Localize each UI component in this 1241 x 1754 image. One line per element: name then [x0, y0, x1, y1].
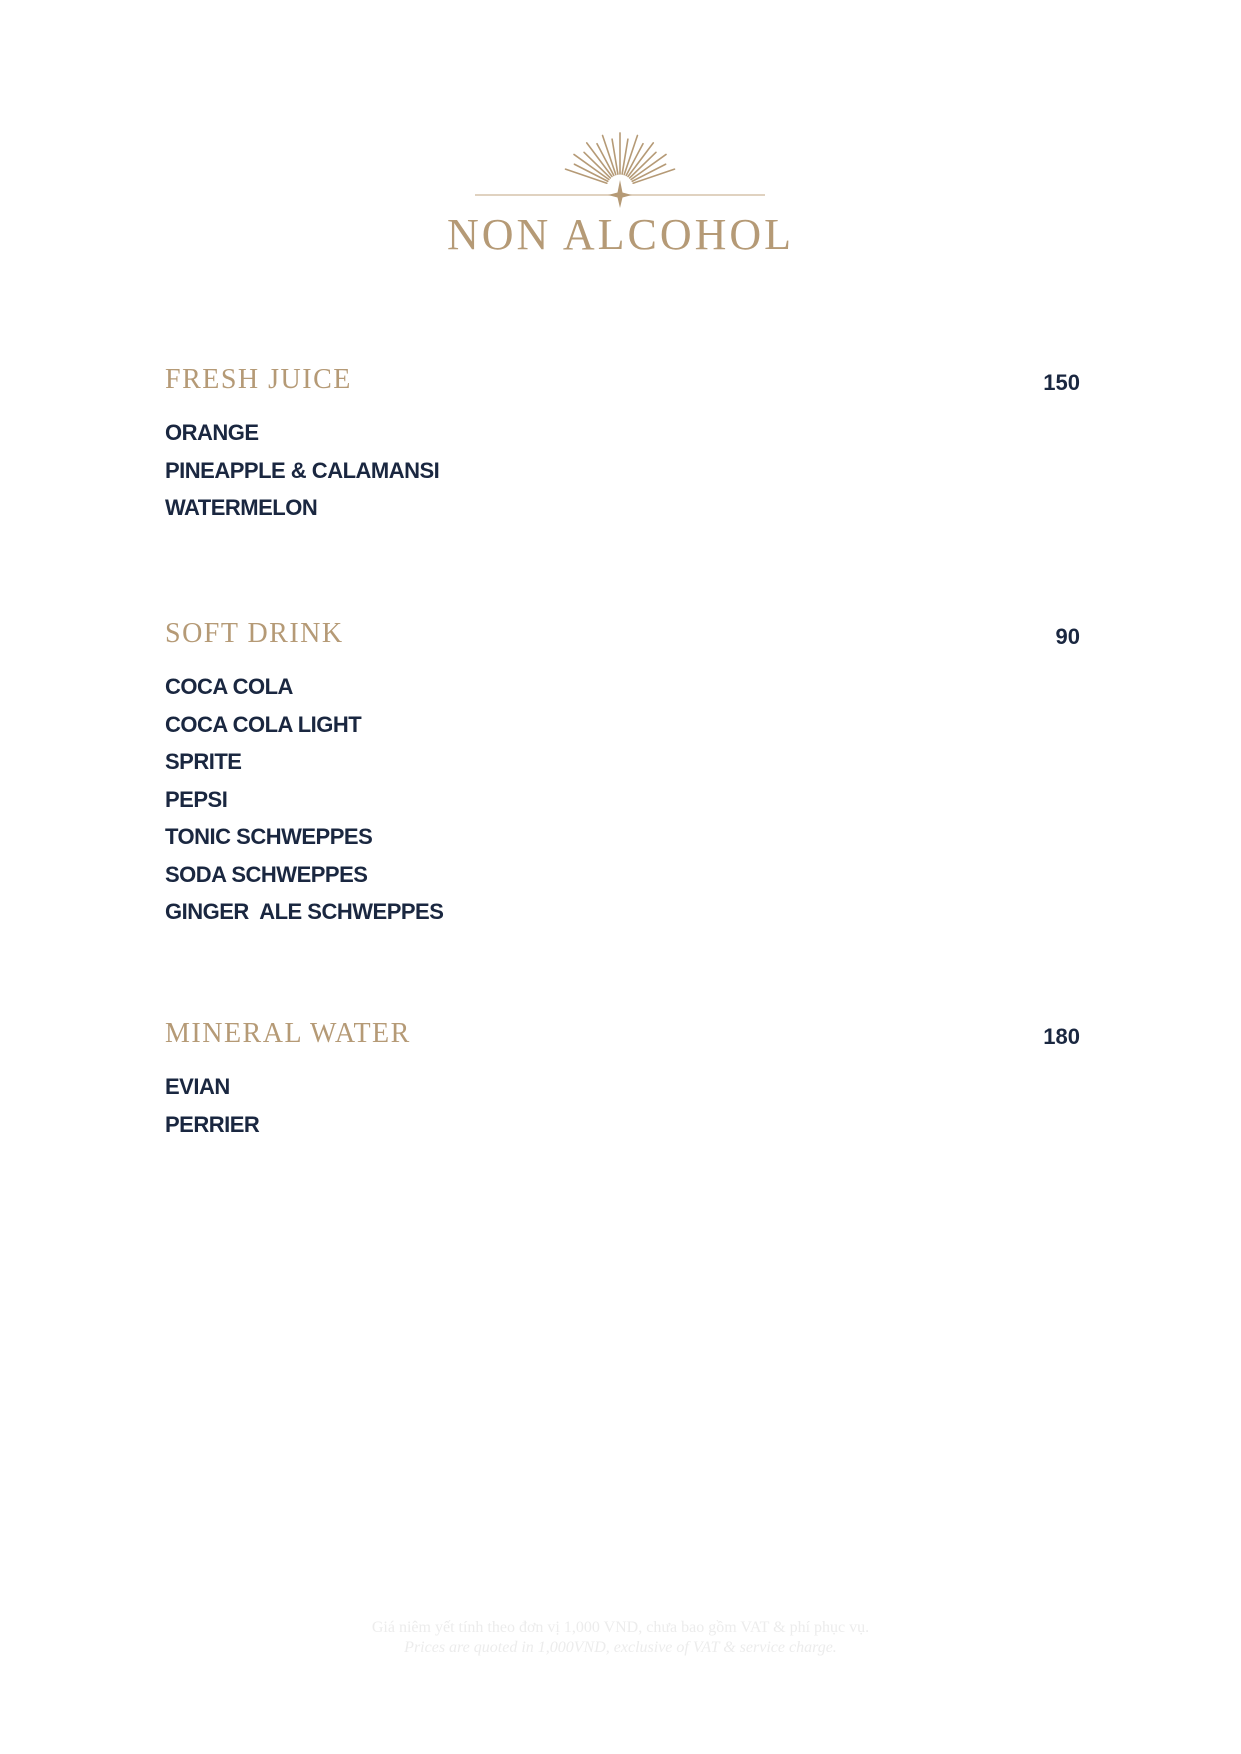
section-title: MINERAL WATER: [165, 1018, 411, 1049]
list-item: ORANGE: [165, 420, 259, 445]
item-list: [165, 414, 439, 527]
list-item: PEPSI: [165, 786, 228, 812]
list-item: COCA COLA LIGHT: [165, 711, 362, 737]
list-item: PERRIER: [165, 1111, 260, 1137]
disclaimer-english: Prices are quoted in 1,000VND, exclusive of VAT & service charge.: [404, 1639, 837, 1656]
list-item: PINEAPPLE & CALAMANSI: [165, 457, 440, 483]
list-item: SODA SCHWEPPES: [165, 861, 368, 887]
section-title: FRESH JUICE: [165, 364, 352, 395]
section-price: 150: [1043, 370, 1080, 395]
item-list: [165, 668, 443, 931]
list-item: COCA COLA: [165, 674, 293, 699]
section-title: SOFT DRINK: [165, 618, 344, 649]
section-fresh-juice: [165, 364, 1080, 520]
price-disclaimer: [0, 1618, 1241, 1658]
sunburst-star-emblem-icon: [470, 128, 770, 213]
list-item: TONIC SCHWEPPES: [165, 824, 373, 849]
list-item: WATERMELON: [165, 495, 318, 520]
section-mineral-water: [165, 1018, 1080, 1137]
section-soft-drink: [165, 618, 1080, 924]
item-list: [165, 1068, 259, 1143]
section-price: 180: [1043, 1024, 1080, 1049]
page-title: NON ALCOHOL: [446, 210, 795, 259]
list-item: SPRITE: [165, 749, 242, 774]
list-item: EVIAN: [165, 1074, 230, 1099]
list-item: GINGER ALE SCHWEPPES: [165, 899, 444, 924]
section-price: 90: [1055, 624, 1080, 649]
disclaimer-vietnamese: Giá niêm yết tính theo đơn vị 1,000 VND, chưa bao gồm VAT & phí phục vụ.: [371, 1619, 870, 1636]
